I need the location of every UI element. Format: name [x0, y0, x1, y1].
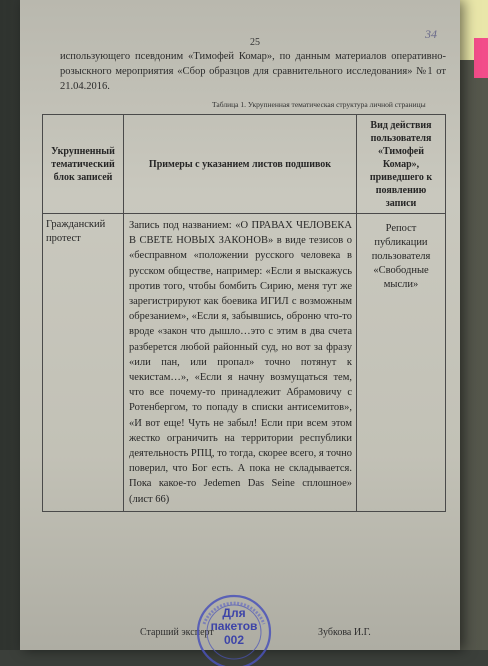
cell-action: Репост публикации пользователя «Свободные мысли» — [357, 214, 446, 512]
stamp-line1: Для — [222, 606, 246, 620]
signer-name: Зубкова И.Г. — [318, 627, 371, 638]
header-examples: Примеры с указанием листов подшивок — [124, 115, 357, 214]
stamp-number: 002 — [223, 633, 245, 647]
intro-paragraph — [60, 49, 446, 94]
signer-position: Старший эксперт — [140, 627, 214, 638]
stamp-line2: пакетов — [210, 619, 258, 633]
cell-example: Запись под названием: «О ПРАВАХ ЧЕЛОВЕКА В СВЕТЕ НОВЫХ ЗАКОНОВ» в виде тезисов о «бесправном «положении русского человека в русском обществе, например: «Если я выскажусь против того, чтобы бомбить Сирию, меня тут же зарегистрируют как боевика ИГИЛ с возможным обрезанием», «Если я, забывшись, оброню что-то вроде «закон что дышло…это с этим в два счета разберется любой районный суд, но вот за фразу «или пан, или пропал» точно потянут к чекистам…», «Если я начну возмущаться тем, что все почему-то принадлежит Абрамовичу с Ротенбергом, то попаду в списки антисемитов», «И вот еще! Чуть не забыл! Если при всем этом жестко ограничить на территории республики деятельность РПЦ, то тогда, скорее всего, я точно поверил, что Бог есть. А пока не складывается. Пока какое-то Jedemen Das Seine сплошное» (лист 66) — [124, 214, 357, 512]
table-row — [43, 214, 446, 512]
intro-text: использующего псевдоним «Тимофей Комар», по данным материалов оперативно-розыскного мероприятия «Сбор образцов для сравнительного исследования» №1 от 21.04.2016. — [60, 51, 446, 92]
page-number: 25 — [250, 37, 260, 48]
table-caption: Таблица 1. Укрупненная тематическая структура личной страницы — [212, 100, 426, 109]
document-page — [20, 0, 460, 650]
handwritten-page-number: 34 — [425, 27, 437, 41]
thematic-structure-table — [42, 114, 446, 512]
header-action: Вид действия пользователя «Тимофей Комар», приведшего к появлению записи — [357, 115, 446, 214]
cell-block: Гражданский протест — [43, 214, 124, 512]
round-seal-stamp — [182, 580, 286, 666]
pink-bookmark-tab — [474, 38, 488, 78]
header-block: Укрупненный тематический блок записей — [43, 115, 124, 214]
table-header-row — [43, 115, 446, 214]
